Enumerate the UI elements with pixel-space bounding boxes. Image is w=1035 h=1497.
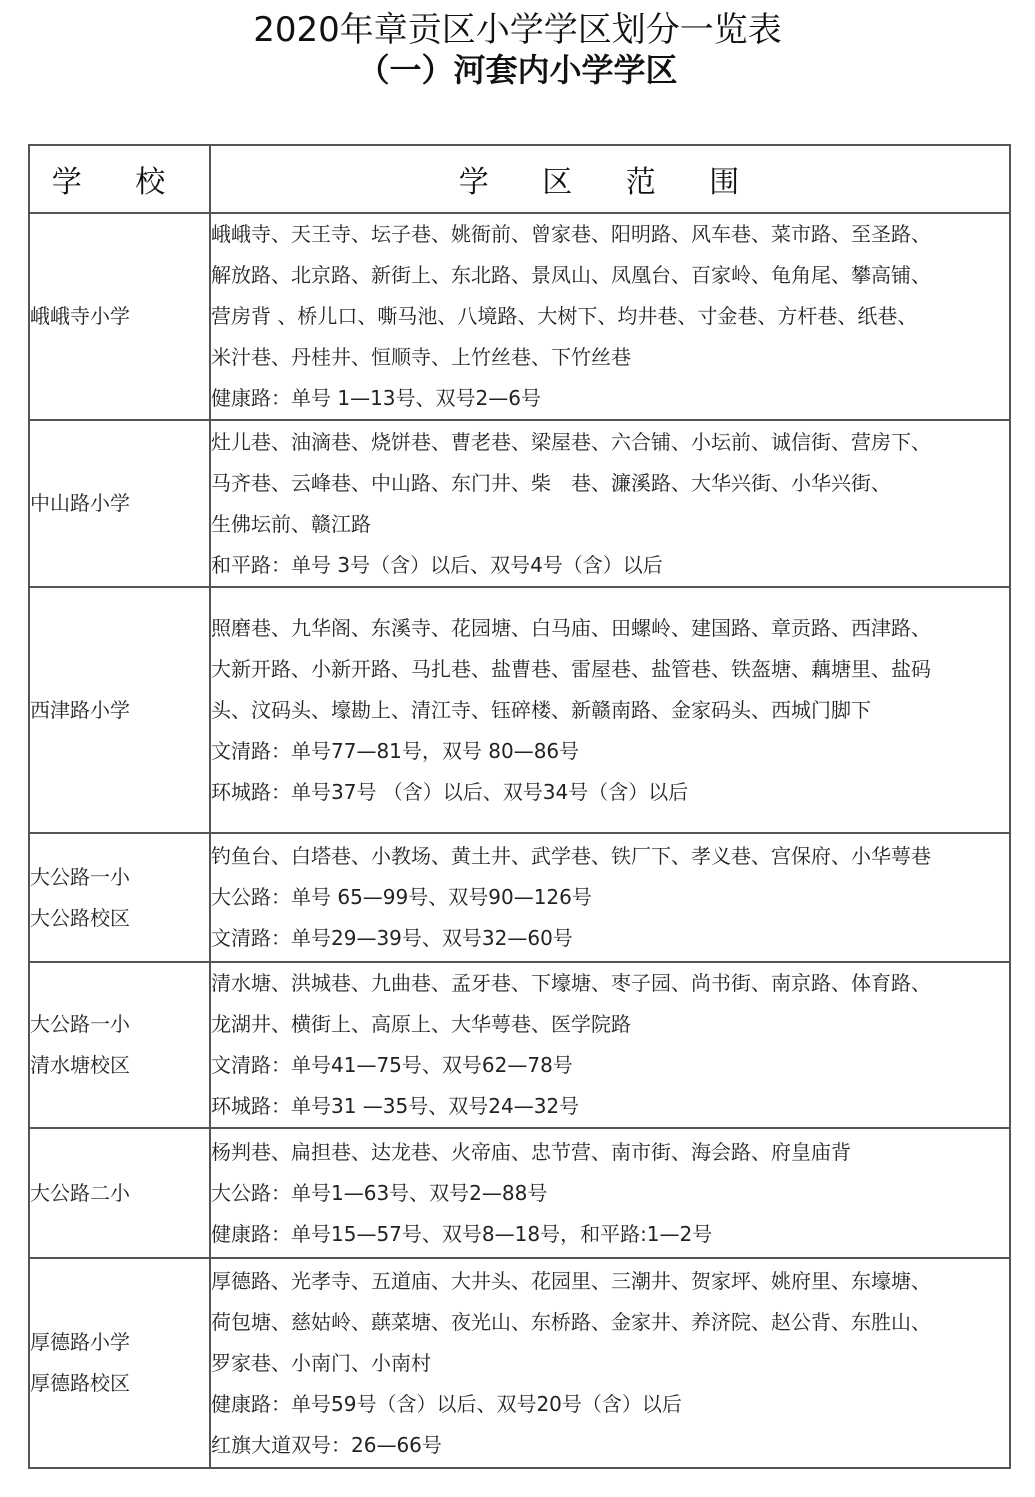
zone-range-line: 钓鱼台、白塔巷、小教场、黄土井、武学巷、铁厂下、孝义巷、宫保府、小华萼巷 <box>211 844 931 868</box>
zone-range-line: 解放路、北京路、新街上、东北路、景凤山、凤凰台、百家岭、龟角尾、攀高铺、 <box>211 263 931 287</box>
zone-range-line: 文清路：单号41—75号、双号62—78号 <box>211 1053 573 1077</box>
zone-range-cell <box>210 420 1010 587</box>
zone-range-line: 米汁巷、丹桂井、恒顺寺、上竹丝巷、下竹丝巷 <box>211 345 631 369</box>
zone-range-line: 健康路：单号 1—13号、双号2—6号 <box>211 386 541 410</box>
school-name-cell <box>29 1258 210 1468</box>
zone-range-line: 马齐巷、云峰巷、中山路、东门井、柴 巷、濂溪路、大华兴街、小华兴街、 <box>211 470 891 495</box>
zone-range-line: 环城路：单号37号 （含）以后、双号34号（含）以后 <box>211 779 689 804</box>
school-name: 清水塘校区 <box>30 1053 130 1077</box>
school-name-cell <box>29 213 210 420</box>
school-name-cell <box>29 1128 210 1258</box>
school-name: 峨峨寺小学 <box>30 304 130 328</box>
page-title: 2020年章贡区小学学区划分一览表 <box>253 10 782 50</box>
school-name: 大公路一小 <box>30 864 130 889</box>
school-zone-table <box>28 144 1011 1469</box>
zone-range-cell <box>210 213 1010 420</box>
school-name: 厚德路小学 <box>30 1330 130 1354</box>
table-row <box>29 420 1010 587</box>
zone-range-line: 罗家巷、小南门、小南村 <box>211 1350 431 1375</box>
zone-range-line: 健康路：单号15—57号、双号8—18号，和平路:1—2号 <box>211 1221 713 1246</box>
school-name: 大公路校区 <box>30 905 130 930</box>
zone-range-line: 灶儿巷、油滴巷、烧饼巷、曹老巷、梁屋巷、六合铺、小坛前、诚信街、营房下、 <box>211 429 931 454</box>
zone-range-line: 文清路：单号77—81号，双号 80—86号 <box>211 738 580 763</box>
zone-range-line: 大公路：单号 65—99号、双号90—126号 <box>211 885 592 909</box>
zone-range-line: 大公路：单号1—63号、双号2—88号 <box>211 1180 548 1205</box>
table-header-row <box>29 145 1010 213</box>
zone-range-line: 环城路：单号31 —35号、双号24—32号 <box>211 1094 580 1118</box>
table-row <box>29 213 1010 420</box>
page-subtitle: （一）河套内小学学区 <box>357 51 678 89</box>
header-range: 学 区 范 围 <box>210 145 1010 213</box>
zone-range-cell <box>210 1128 1010 1258</box>
zone-range-line: 生佛坛前、赣江路 <box>211 511 371 536</box>
school-name-cell <box>29 962 210 1128</box>
school-name: 厚德路校区 <box>30 1371 130 1395</box>
school-name-cell <box>29 833 210 962</box>
zone-range-line: 清水塘、洪城巷、九曲巷、孟牙巷、下壕塘、枣子园、尚书街、南京路、体育路、 <box>211 971 931 995</box>
school-name-cell <box>29 420 210 587</box>
zone-range-line: 厚德路、光孝寺、五道庙、大井头、花园里、三潮井、贺家坪、姚府里、东壕塘、 <box>211 1268 931 1293</box>
zone-range-line: 文清路：单号29—39号、双号32—60号 <box>211 926 573 950</box>
zone-range-cell <box>210 833 1010 962</box>
school-name: 西津路小学 <box>30 697 130 722</box>
table-row <box>29 833 1010 962</box>
table-row <box>29 587 1010 833</box>
header-school: 学 校 <box>29 145 210 213</box>
zone-range-cell <box>210 587 1010 833</box>
zone-range-line: 头、汶码头、壕勘上、清江寺、钰碎楼、新赣南路、金家码头、西城门脚下 <box>211 697 871 722</box>
table-body <box>29 213 1010 1468</box>
zone-range-line: 红旗大道双号：26—66号 <box>211 1432 442 1457</box>
school-name-cell <box>29 587 210 833</box>
school-name: 中山路小学 <box>30 491 130 515</box>
school-name: 大公路二小 <box>30 1180 130 1205</box>
zone-range-line: 营房背 、桥儿口、嘶马池、八境路、大树下、均井巷、寸金巷、方杆巷、纸巷、 <box>211 304 918 328</box>
zone-range-line: 峨峨寺、天王寺、坛子巷、姚衙前、曾家巷、阳明路、风车巷、菜市路、至圣路、 <box>211 222 931 246</box>
table-row <box>29 1258 1010 1468</box>
zone-range-line: 照磨巷、九华阁、东溪寺、花园塘、白马庙、田螺岭、建国路、章贡路、西津路、 <box>211 615 931 640</box>
zone-range-line: 荷包塘、慈姑岭、蕻菜塘、夜光山、东桥路、金家井、养济院、赵公背、东胜山、 <box>211 1309 931 1334</box>
zone-range-cell <box>210 962 1010 1128</box>
zone-range-cell <box>210 1258 1010 1468</box>
zone-range-line: 杨判巷、扁担巷、达龙巷、火帝庙、忠节营、南市街、海会路、府皇庙背 <box>211 1139 851 1164</box>
zone-range-line: 和平路：单号 3号（含）以后、双号4号（含）以后 <box>211 552 663 577</box>
zone-range-line: 大新开路、小新开路、马扎巷、盐曹巷、雷屋巷、盐管巷、铁盔塘、藕塘里、盐码 <box>211 656 931 681</box>
school-name: 大公路一小 <box>30 1012 130 1036</box>
table-row <box>29 962 1010 1128</box>
zone-range-line: 健康路：单号59号（含）以后、双号20号（含）以后 <box>211 1391 682 1416</box>
table-row <box>29 1128 1010 1258</box>
zone-range-line: 龙湖井、横街上、高原上、大华萼巷、医学院路 <box>211 1012 631 1036</box>
